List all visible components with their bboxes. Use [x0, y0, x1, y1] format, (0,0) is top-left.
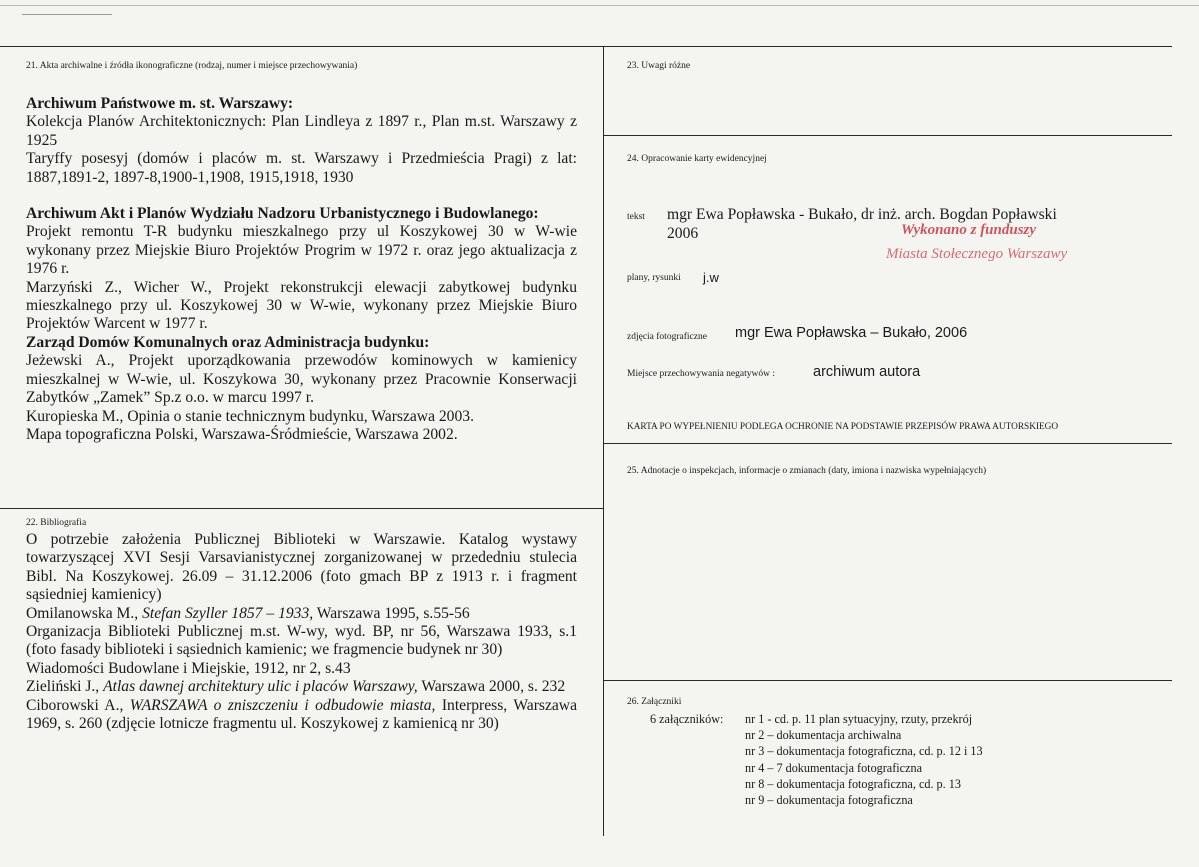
divider-23-24 [603, 135, 1172, 136]
zdjecia-label: zdjęcia fotograficzne [627, 332, 707, 342]
archive-3-text-3: Mapa topograficzna Polski, Warszawa-Śródmieście, Warszawa 2002. [26, 425, 458, 443]
tekst-year: 2006 [667, 225, 699, 242]
archive-3-text-1: Jeżewski A., Projekt uporządkowania przewodów kominowych w kamienicy mieszkalnej w W-wie, ul. Koszykowa 30, wykonany przez Pracownie Konserwacji Zabytków „Zamek” Sp.z o.o. w marcu 1997 r. [26, 352, 577, 407]
archive-2-text-2: Marzyński Z., Wicher W., Projekt rekonstrukcji elewacji zabytkowej budynku mieszkalnego przy ul. Koszykowej 30 w W-wie, wykonany przez Miejskie Biuro Projektów Warcent w 1977 r. [26, 278, 577, 333]
page-edge-mark [22, 14, 112, 15]
zdjecia-value: mgr Ewa Popławska – Bukało, 2006 [735, 325, 968, 341]
archive-1-heading: Archiwum Państwowe m. st. Warszawy: [26, 95, 294, 112]
archive-2-text-1: Projekt remontu T-R budynku mieszkalnego przy ul Koszykowej 30 w W-wie wykonany przez Miejskie Biuro Projektów Progrim w 1972 r. oraz jego aktualizacja z 1976 r. [26, 223, 577, 278]
attachment-item: nr 3 – dokumentacja fotograficzna, cd. p. 12 i 13 [745, 744, 983, 759]
bibliography-entry: O potrzebie założenia Publicznej Biblioteki w Warszawie. Katalog wystawy towarzyszącej XVI Sesji Varsavianistycznej zorganizowanej w przededniu stulecia Bibl. Na Koszykowej. 26.09 – 31.12.2006 (foto gmach BP z 1913 r. i fragment sąsiedniej kamienicy) [26, 531, 577, 604]
section-21-header: 21. Akta archiwalne i źródła ikonograficzne (rodzaj, numer i miejsce przechowywania) [26, 61, 358, 71]
miejsce-value: archiwum autora [813, 364, 921, 380]
attachment-item: nr 8 – dokumentacja fotograficzna, cd. p. 13 [745, 776, 961, 791]
archive-1-text: Kolekcja Planów Architektonicznych: Plan Lindleya z 1897 r., Plan m.st. Warszawy z 1925 [26, 113, 577, 149]
section-23-header: 23. Uwagi różne [627, 61, 691, 71]
archive-1-text-2: Taryffy posesyj (domów i placów m. st. Warszawy i Przedmieścia Pragi) z lat: 1887,1891-2, 1897-8,1900-1,1908, 1915,1918, 1930 [26, 150, 577, 186]
column-divider [603, 46, 604, 836]
plany-label: plany, rysunki [627, 273, 681, 283]
bibliography-entry: Zieliński J., Atlas dawnej architektury ulic i placów Warszawy, Warszawa 2000, s. 232 [26, 678, 566, 696]
attachments-count: 6 załączników: [650, 712, 724, 726]
bibliography-list [26, 531, 577, 733]
plany-value: j.w [703, 270, 719, 285]
copyright-notice: KARTA PO WYPEŁNIENIU PODLEGA OCHRONIE NA PODSTAWIE PRZEPISÓW PRAWA AUTORSKIEGO [627, 422, 1059, 432]
attachment-item: nr 2 – dokumentacja archiwalna [745, 728, 902, 743]
top-border [0, 46, 1172, 47]
attachments-list [650, 711, 983, 808]
tekst-value: mgr Ewa Popławska - Bukało, dr inż. arch. Bogdan Popławski [667, 206, 1057, 223]
divider-24-25 [603, 443, 1172, 444]
section-22-header: 22. Bibliografia [26, 518, 87, 528]
attachment-item: nr 1 - cd. p. 11 plan sytuacyjny, rzuty, przekrój [745, 712, 973, 726]
archive-2-heading: Archiwum Akt i Planów Wydziału Nadzoru Urbanistycznego i Budowlanego: [26, 205, 539, 223]
divider-21-22 [0, 508, 603, 509]
archive-3-text-2: Kuropieska M., Opinia o stanie technicznym budynku, Warszawa 2003. [26, 407, 474, 425]
bibliography-entry: Wiadomości Budowlane i Miejskie, 1912, nr 2, s.43 [26, 659, 351, 677]
divider-25-26 [603, 680, 1172, 681]
tekst-label: tekst [627, 212, 645, 222]
archive-3-heading: Zarząd Domów Komunalnych oraz Administracja budynku: [26, 333, 430, 351]
bibliography-entry: Omilanowska M., Stefan Szyller 1857 – 1933, Warszawa 1995, s.55-56 [26, 604, 470, 622]
attachment-item: nr 9 – dokumentacja fotograficzna [745, 793, 913, 808]
miejsce-label: Miejsce przechowywania negatywów : [627, 369, 775, 379]
page-edge-line [0, 5, 1199, 6]
attachment-item: nr 4 – 7 dokumentacja fotograficzna [745, 760, 922, 775]
section-21-content [26, 95, 577, 444]
section-24-header: 24. Opracowanie karty ewidencyjnej [627, 154, 767, 164]
section-26-header: 26. Załączniki [627, 697, 682, 707]
funding-stamp-line-1: Wykonano z funduszy [901, 222, 1037, 238]
bibliography-entry: Organizacja Biblioteki Publicznej m.st. W-wy, wyd. BP, nr 56, Warszawa 1933, s.1 (foto fasady biblioteki i sąsiednich kamienic; we fragmencie budynek nr 30) [26, 623, 577, 659]
bibliography-entry: Ciborowski A., WARSZAWA o zniszczeniu i odbudowie miasta, Interpress, Warszawa 1969, s. 260 (zdjęcie lotnicze fragmentu ul. Koszykowej z kamienicą nr 30) [26, 696, 577, 733]
funding-stamp-line-2: Miasta Stołecznego Warszawy [886, 246, 1068, 262]
section-25-header: 25. Adnotacje o inspekcjach, informacje o zmianach (daty, imiona i nazwiska wypełniających) [627, 466, 987, 476]
